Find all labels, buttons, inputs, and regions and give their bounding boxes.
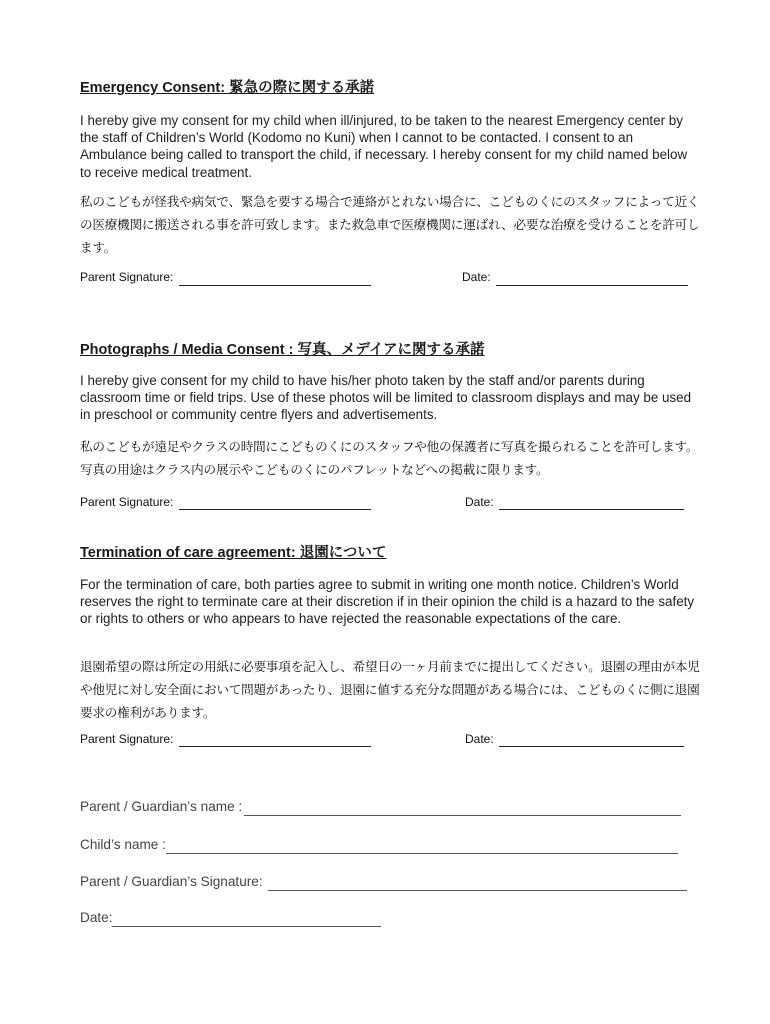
- termination-english-text: For the termination of care, both parties agree to submit in writing one month notice. Children’s World reserves the right to terminate care at their discretion if in their opinion the child is a hazard to the safety or rights to others or who appears to have rejected the reasonable expectations of the care.: [80, 577, 695, 627]
- termination-japanese-text: 退園希望の際は所定の用紙に必要事項を記入し、希望日の一ヶ月前までに提出してください。退園の理由が本児や他児に対し安全面において問題があったり、退園に値する充分な問題がある場合には、こどものくに側に退園要求の権利があります。: [80, 659, 700, 720]
- media-date-line[interactable]: [499, 509, 684, 510]
- emergency-date-label: Date:: [462, 270, 491, 284]
- child-name-label: Child’s name :: [80, 837, 166, 852]
- final-date-line[interactable]: [112, 926, 381, 927]
- media-consent-japanese-text: 私のこどもが遠足やクラスの時間にこどものくにのスタッフや他の保護者に写真を撮られることを許可します。写真の用途はクラス内の展示やこどものくにのパフレットなどへの掲載に限ります。: [80, 439, 699, 477]
- final-date-label: Date:: [80, 910, 113, 925]
- media-signature-line[interactable]: [179, 509, 371, 510]
- emergency-consent-japanese-text: 私のこどもが怪我や病気で、緊急を要する場合で連絡がとれない場合に、こどものくにのスタッフによって近くの医療機関に搬送される事を許可致します。また救急車で医療機関に運ばれ、必要な治療を受けることを許可します。: [80, 194, 700, 255]
- child-name-line[interactable]: [166, 853, 678, 854]
- guardian-signature-line[interactable]: [268, 890, 687, 891]
- emergency-signature-line[interactable]: [179, 285, 371, 286]
- termination-date-line[interactable]: [499, 746, 684, 747]
- media-consent-heading: Photographs / Media Consent : 写真、メデイアに関する承諾: [80, 342, 485, 358]
- media-consent-english-text: I hereby give consent for my child to have his/her photo taken by the staff and/or parents during classroom time or field trips. Use of these photos will be limited to classroom displays and may be used in preschool or community centre flyers and advertisements.: [80, 373, 692, 423]
- guardian-signature-label: Parent / Guardian’s Signature:: [80, 874, 263, 889]
- termination-signature-line[interactable]: [179, 746, 371, 747]
- emergency-consent-english-text: I hereby give my consent for my child when ill/injured, to be taken to the nearest Emergency center by the staff of Children’s World (Kodomo no Kuni) when I cannot to be contacted. I consent to an Ambulance being called to transport the child, if necessary. I hereby consent for my child named below to receive medical treatment.: [80, 113, 688, 180]
- guardian-name-label: Parent / Guardian’s name :: [80, 799, 243, 814]
- termination-signature-label: Parent Signature:: [80, 732, 174, 746]
- emergency-signature-label: Parent Signature:: [80, 270, 174, 284]
- guardian-name-line[interactable]: [244, 815, 681, 816]
- media-signature-label: Parent Signature:: [80, 495, 174, 509]
- media-date-label: Date:: [465, 495, 494, 509]
- emergency-date-line[interactable]: [496, 285, 688, 286]
- termination-date-label: Date:: [465, 732, 494, 746]
- termination-heading: Termination of care agreement: 退園について: [80, 545, 387, 561]
- emergency-consent-heading: Emergency Consent: 緊急の際に関する承諾: [80, 80, 375, 96]
